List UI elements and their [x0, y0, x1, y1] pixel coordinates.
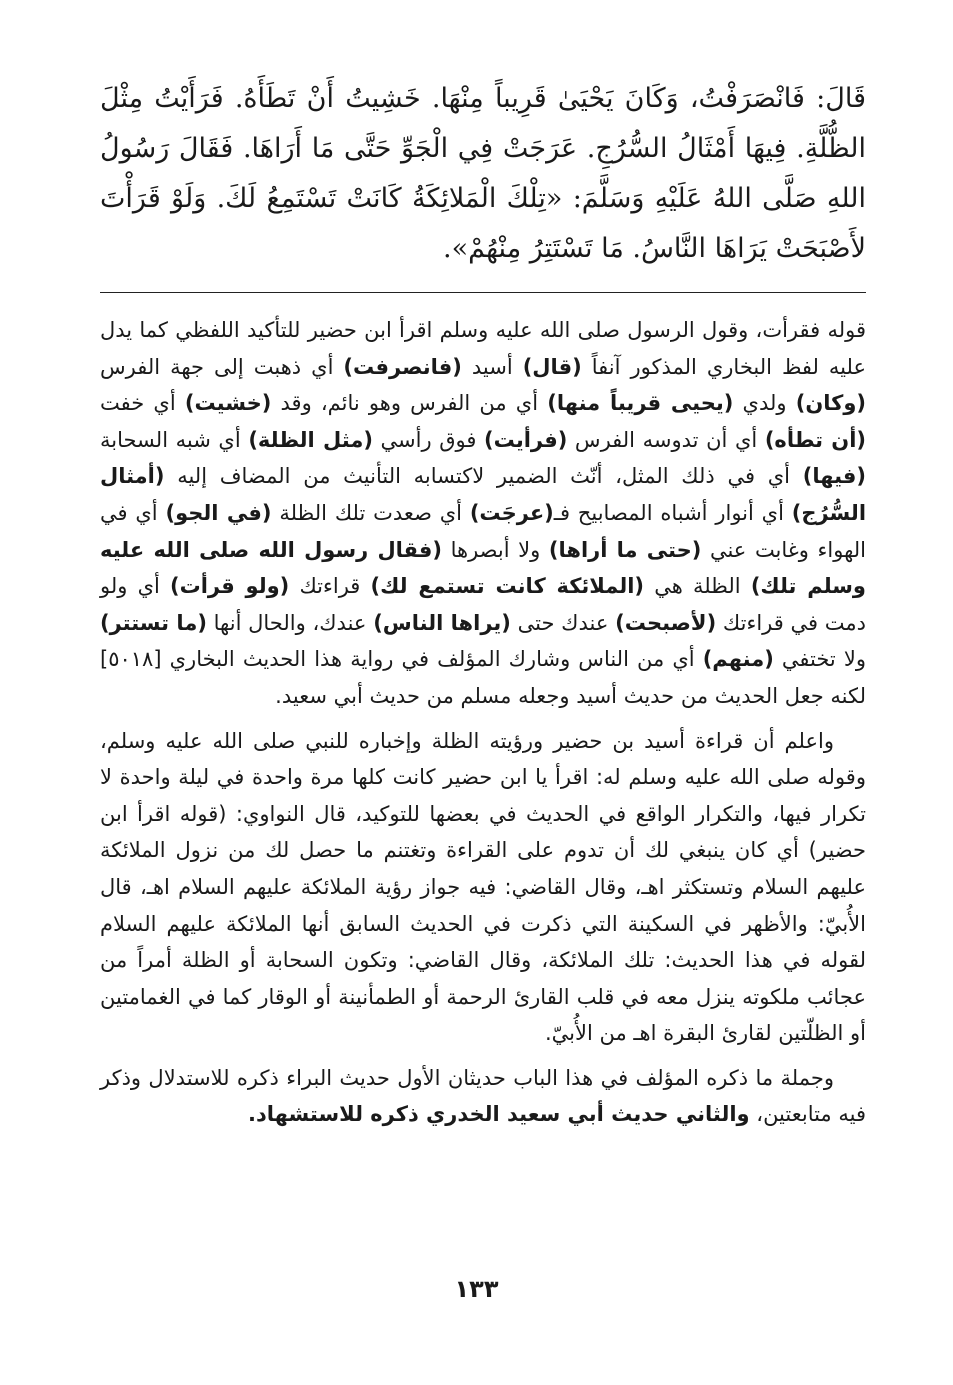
bold-hadith-quote: (حتى ما أراها): [548, 537, 702, 562]
bold-hadith-quote: (أن تطأه): [764, 427, 867, 452]
commentary-text: ولا أبصرها: [442, 537, 549, 562]
bold-hadith-quote: (فقال رسول الله صلى الله عليه وسلم تلك): [100, 537, 866, 599]
bold-hadith-quote: (لأصبحت): [615, 610, 717, 635]
commentary-text: أي صعدت تلك الظلة: [271, 500, 470, 525]
bold-hadith-quote: (يحيى قريباً منها): [547, 391, 734, 416]
bold-hadith-quote: (منهم): [702, 647, 774, 672]
commentary-text: أي ذهبت إلى جهة الفرس: [100, 354, 344, 379]
paragraph-3-text: وجملة ما ذكره المؤلف في هذا الباب حديثان الأول حديث البراء ذكره للاستدلال وذكر فيه متابعتين،: [100, 1065, 866, 1127]
commentary-text: أي من الفرس وهو نائم، وقد: [271, 391, 548, 416]
bold-hadith-quote: (خشيت): [184, 391, 272, 416]
commentary-text: عندك، والحال أنها: [206, 610, 374, 635]
bold-hadith-quote: (عرجَت): [469, 500, 554, 525]
bold-hadith-quote: (الملائكة كانت تستمع لك): [370, 574, 645, 599]
commentary-section: [100, 312, 866, 1133]
commentary-text: ولا تختفي: [773, 647, 866, 672]
bold-hadith-quote: (فرأيت): [484, 427, 568, 452]
commentary-text: أي ولو دمت في قراءتك: [100, 574, 867, 635]
commentary-text: أي في ذلك المثل، أنّث الضمير لاكتسابه التأنيث من المضاف إليه: [164, 464, 803, 489]
commentary-text: أي أن تدوسه الفرس: [567, 427, 765, 452]
bold-hadith-quote: (في الجو): [165, 500, 272, 525]
bold-hadith-quote: (ولو قرأت): [170, 574, 290, 599]
bold-hadith-quote: (وكان): [795, 391, 866, 416]
commentary-text: أسيد: [461, 354, 523, 379]
bold-hadith-quote: (فانصرفت): [343, 354, 462, 379]
commentary-text: ولدي: [733, 391, 796, 416]
commentary-paragraph-2: واعلم أن قراءة أسيد بن حضير ورؤيته الظلة وإخباره للنبي صلى الله عليه وسلم، وقوله صلى الله عليه وسلم له: اقرأ يا ابن حضير كانت كلها مرة واحدة في ليلة واحدة لا تكرار فيها، والتكرار الواقع في الحديث في بعضها للتوكيد، قال النواوي: (قوله اقرأ ابن حضير) أي كان ينبغي لك أن تدوم على القراءة وتغتنم ما حصل لك من نزول الملائكة عليهم السلام وتستكثر اهـ، وقال القاضي: فيه جواز رؤية الملائكة عليهم السلام اهـ، قال الأُبيّ: والأظهر في السكينة التي ذكرت في الحديث السابق أنها الملائكة عليهم السلام لقوله في هذا الحديث: تلك الملائكة، وقال القاضي: وتكون السحابة أو الظلة أمراً من عجائب ملكوته ينزل معه في قلب القارئ الرحمة أو الطمأنينة أو الوقار كما في الغمامتين أو الظلّتين لقارئ البقرة اهـ من الأُبيّ.: [100, 728, 866, 1046]
bold-hadith-quote: (أمثال السُّرُج): [100, 464, 867, 525]
bold-hadith-quote: (ما تستتر): [100, 610, 207, 635]
paragraph-3-bold-text: والثاني حديث أبي سعيد الخدري ذكره للاستشهاد.: [248, 1102, 750, 1127]
commentary-text: عندك حتى: [510, 610, 616, 635]
commentary-text: فوق رأسي: [372, 427, 484, 452]
bold-hadith-quote: (قال): [522, 354, 582, 379]
commentary-text: أي من الناس وشارك المؤلف في رواية هذا الحديث البخاري [٥٠١٨] لكنه جعل الحديث من حديث أسيد وجعله مسلم من حديث أبي سعيد.: [100, 647, 866, 708]
bold-hadith-quote: (فيها): [802, 464, 866, 489]
footnote-separator: [100, 292, 866, 293]
commentary-text: قراءتك: [289, 574, 371, 599]
commentary-text: الظلة هي: [644, 574, 751, 599]
bold-hadith-quote: (مثل الظلة): [248, 427, 373, 452]
commentary-text: أي في الهواء وغابت عني: [100, 500, 867, 562]
bold-hadith-quote: (يراها الناس): [373, 610, 511, 635]
page-number: ١٣٣: [454, 1275, 499, 1303]
hadith-text: قَالَ: فَانْصَرَفْتُ، وَكَانَ يَحْيَىٰ قَرِيباً مِنْهَا. خَشِيتُ أَنْ تَطَأَهُ. فَرَأَيْتُ مِثْلَ الظُّلَّةِ. فِيهَا أَمْثَالُ السُّرُجِ. عَرَجَتْ فِي الْجَوِّ حَتَّى مَا أَرَاهَا. فَقَالَ رَسُولُ اللهِ صَلَّى اللهُ عَلَيْهِ وَسَلَّمَ: «تِلْكَ الْمَلائِكَةُ كَانَتْ تَسْتَمِعُ لَكَ. وَلَوْ قَرَأْتَ لأَصْبَحَتْ يَرَاهَا النَّاسُ. مَا تَسْتَتِرُ مِنْهُمْ».: [100, 83, 866, 264]
commentary-text: أي شبه السحابة: [100, 427, 249, 452]
commentary-text: أي خفت: [100, 391, 185, 416]
commentary-text: قوله فقرأت، وقول الرسول صلى الله عليه وسلم اقرأ ابن حضير للتأكيد اللفظي كما يدل عليه لفظ البخاري المذكور آنفاً: [100, 318, 866, 379]
commentary-paragraph-1: [100, 312, 866, 715]
commentary-paragraph-3: [100, 1060, 866, 1133]
commentary-text: أي أنوار أشباه المصابيح فـ: [553, 500, 792, 525]
